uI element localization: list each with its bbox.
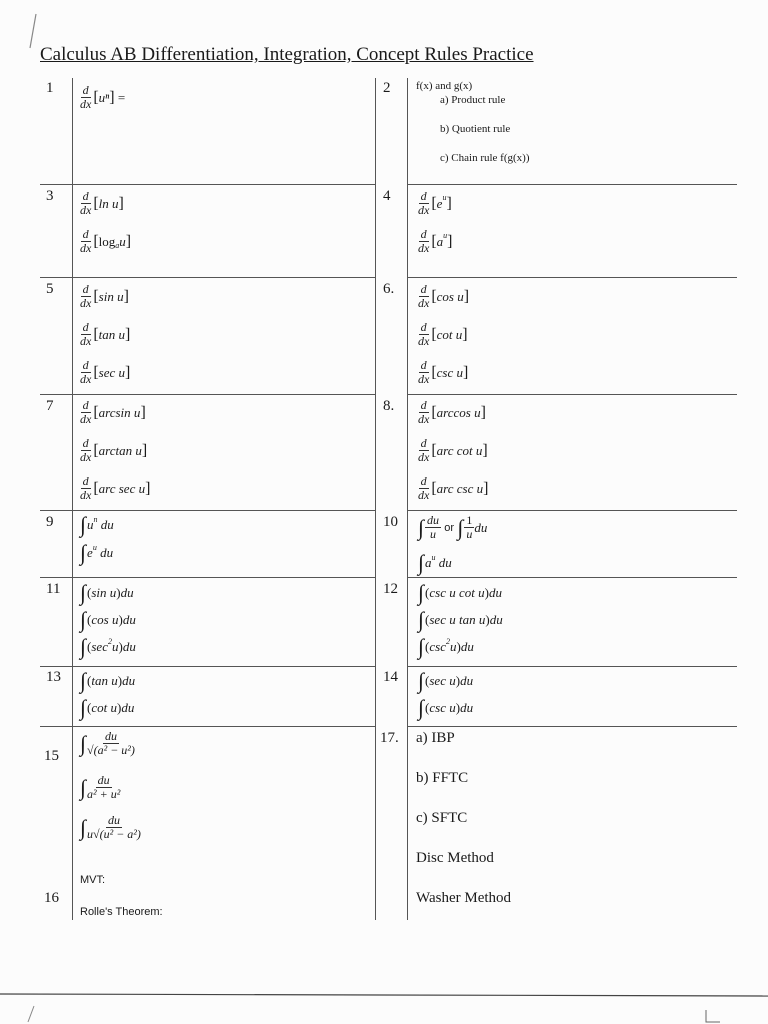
cos-integral-expr: ∫ ( cos u ) du bbox=[80, 607, 136, 632]
row-divider bbox=[40, 577, 375, 578]
problem-number: 1 bbox=[46, 80, 54, 96]
cot-integral-expr: ∫ ( cot u ) du bbox=[80, 695, 135, 720]
arctan-integral-expr: ∫ $\frac{du}{\text{a² + u²}}$ bbox=[80, 773, 121, 801]
ln-derivative-expr: d dx [ ln u ] bbox=[80, 189, 124, 217]
disc-method-label: Disc Method bbox=[416, 850, 494, 866]
sec-derivative-expr: d dx [ sec u ] bbox=[80, 358, 131, 386]
problem-number: 11 bbox=[46, 581, 61, 597]
row-divider bbox=[407, 666, 737, 667]
problem-number: 10 bbox=[383, 514, 398, 530]
exp-integral-expr: ∫ e u du bbox=[80, 540, 114, 565]
functions-heading: f(x) and g(x) bbox=[416, 80, 473, 92]
row-divider bbox=[40, 666, 375, 667]
exp-derivative-expr: d dx [ e u ] bbox=[418, 189, 452, 217]
problem-number: 16 bbox=[44, 890, 59, 906]
column-divider bbox=[407, 78, 408, 920]
row-divider bbox=[40, 184, 375, 185]
problem-number: 12 bbox=[383, 581, 398, 597]
problem-number: 15 bbox=[44, 748, 59, 764]
problem-number: 5 bbox=[46, 281, 54, 297]
ibp-label: a) IBP bbox=[416, 730, 455, 746]
arccos-derivative-expr: d dx [ arccos u ] bbox=[418, 398, 486, 426]
product-rule-label: a) Product rule bbox=[440, 94, 506, 106]
arcsin-integral-expr: ∫ $\frac{du}{\text{√(a² − u²)}}$ bbox=[80, 729, 135, 757]
sec-tan-integral-expr: ∫ ( sec u tan u ) du bbox=[418, 607, 503, 632]
mvt-label: MVT: bbox=[80, 874, 106, 886]
problem-number: 14 bbox=[383, 669, 398, 685]
problem-number: 4 bbox=[383, 188, 391, 204]
row-divider bbox=[40, 277, 375, 278]
row-divider bbox=[407, 277, 737, 278]
worksheet-title: Calculus AB Differentiation, Integration, Concept Rules Practice bbox=[40, 44, 534, 65]
row-divider bbox=[407, 394, 737, 395]
reciprocal-integral-expr: ∫ $\frac{du}{u}$ or ∫ $\frac{1}{u}$ du bbox=[418, 513, 488, 541]
chain-rule-label: c) Chain rule f(g(x)) bbox=[440, 152, 530, 164]
csc-cot-integral-expr: ∫ ( csc u cot u ) du bbox=[418, 580, 502, 605]
fftc-label: b) FFTC bbox=[416, 770, 469, 786]
problem-number: 13 bbox=[46, 669, 61, 685]
csc-derivative-expr: d dx [ csc u ] bbox=[418, 358, 469, 386]
problem-number: 9 bbox=[46, 514, 54, 530]
problem-number: 3 bbox=[46, 188, 54, 204]
cos-derivative-expr: d dx [ cos u ] bbox=[418, 282, 470, 310]
tan-derivative-expr: d dx [ tan u ] bbox=[80, 320, 131, 348]
arcsec-derivative-expr: d dx [ arc sec u ] bbox=[80, 474, 151, 502]
cot-derivative-expr: d dx [ cot u ] bbox=[418, 320, 468, 348]
row-divider bbox=[40, 726, 375, 727]
power-rule-expr: d dx [ uⁿ ] = bbox=[80, 83, 126, 111]
csc-squared-integral-expr: ∫ ( csc 2 u ) du bbox=[418, 634, 474, 659]
row-divider bbox=[407, 577, 737, 578]
row-divider bbox=[40, 510, 375, 511]
tan-integral-expr: ∫ ( tan u ) du bbox=[80, 668, 136, 693]
row-divider bbox=[40, 394, 375, 395]
quotient-rule-label: b) Quotient rule bbox=[440, 123, 511, 135]
arctan-derivative-expr: d dx [ arctan u ] bbox=[80, 436, 148, 464]
a-exp-integral-expr: ∫ a u du bbox=[418, 550, 452, 575]
row-divider bbox=[407, 510, 737, 511]
arcsin-derivative-expr: d dx [ arcsin u ] bbox=[80, 398, 146, 426]
row-divider bbox=[407, 726, 737, 727]
arccsc-derivative-expr: d dx [ arc csc u ] bbox=[418, 474, 489, 502]
problem-number: 6. bbox=[383, 281, 395, 297]
problem-number: 17. bbox=[380, 730, 399, 746]
problem-number: 7 bbox=[46, 398, 54, 414]
row-divider bbox=[407, 184, 737, 185]
column-divider bbox=[375, 78, 376, 920]
sin-derivative-expr: d dx [ sin u ] bbox=[80, 282, 129, 310]
sin-integral-expr: ∫ ( sin u ) du bbox=[80, 580, 134, 605]
power-integral-expr: ∫ u n du bbox=[80, 512, 114, 537]
sec-integral-expr: ∫ ( sec u ) du bbox=[418, 668, 474, 693]
sftc-label: c) SFTC bbox=[416, 810, 468, 826]
rolles-theorem-label: Rolle's Theorem: bbox=[80, 906, 163, 918]
washer-method-label: Washer Method bbox=[416, 890, 512, 906]
log-derivative-expr: d dx [ log a u ] bbox=[80, 227, 132, 255]
csc-integral-expr: ∫ ( csc u ) du bbox=[418, 695, 474, 720]
arccot-derivative-expr: d dx [ arc cot u ] bbox=[418, 436, 488, 464]
problem-number: 8. bbox=[383, 398, 395, 414]
a-exp-derivative-expr: d dx [ a u ] bbox=[418, 227, 453, 255]
sec-squared-integral-expr: ∫ ( sec 2 u ) du bbox=[80, 634, 136, 659]
arcsec-integral-expr: ∫ $\frac{du}{\text{u√(u² − a²)}}$ bbox=[80, 813, 141, 841]
problem-number: 2 bbox=[383, 80, 391, 96]
column-divider bbox=[72, 78, 73, 920]
